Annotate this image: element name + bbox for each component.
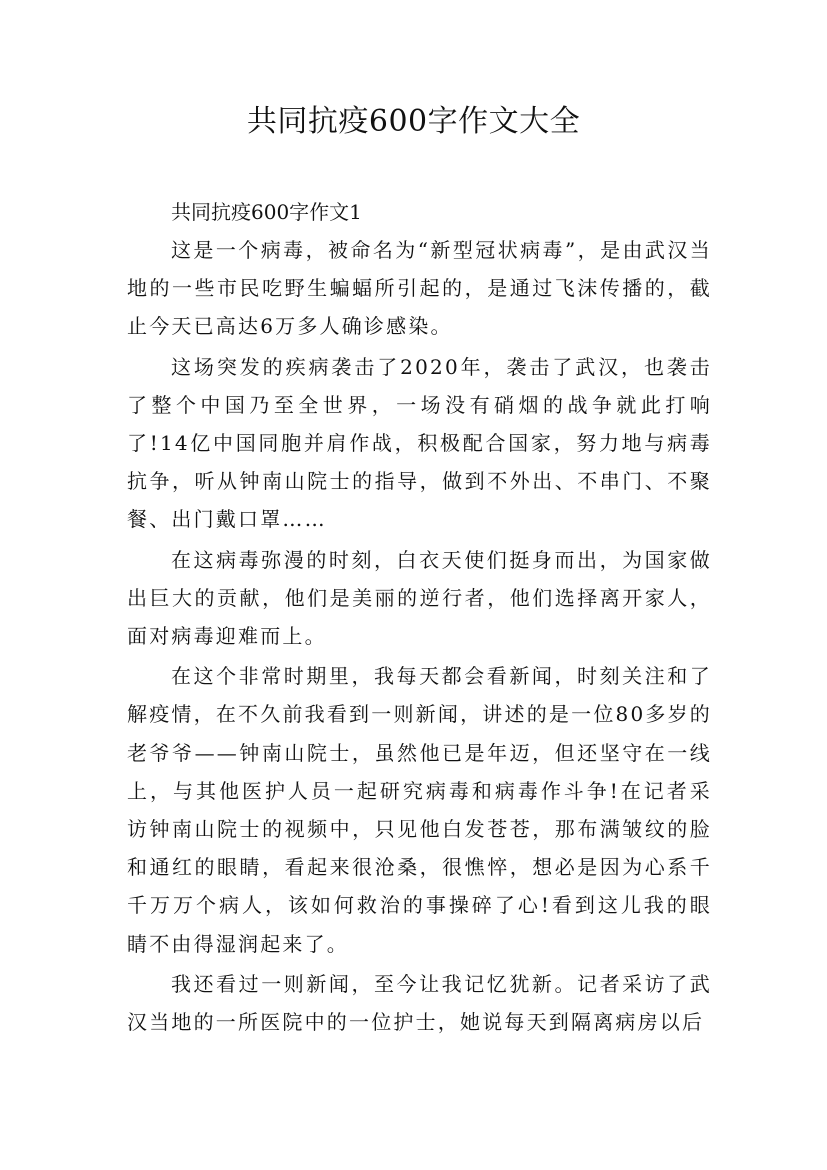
paragraph-4: 在这个非常时期里，我每天都会看新闻，时刻关注和了解疫情，在不久前我看到一则新闻，讲述的是一位80多岁的老爷爷——钟南山院士，虽然他已是年迈，但还坚守在一线上，与其他医护人员一起研究病毒和病毒作斗争!在记者采访钟南山院士的视频中，只见他白发苍苍，那布满皱纹的脸和通红的眼睛，看起来很沧桑，很憔悴，想必是因为心系千千万万个病人，该如何救治的事操碎了心!看到这儿我的眼睛不由得湿润起来了。 [127,664,712,956]
paragraph-3: 在这病毒弥漫的时刻，白衣天使们挺身而出，为国家做出巨大的贡献，他们是美丽的逆行者，他们选择离开家人，面对病毒迎难而上。 [127,547,712,649]
document-title: 共同抗疫600字作文大全 [246,104,581,139]
paragraph-5: 我还看过一则新闻，至今让我记忆犹新。记者采访了武汉当地的一所医院中的一位护士，她说每天到隔离病房以后 [127,971,712,1035]
document-body [127,193,712,1043]
section-heading: 共同抗疫600字作文1 [171,200,362,224]
paragraph-1: 这是一个病毒，被命名为“新型冠状病毒”，是由武汉当地的一些市民吃野生蝙蝠所引起的，是通过飞沫传播的，截止今天已高达6万多人确诊感染。 [127,238,712,339]
paragraph-2: 这场突发的疾病袭击了2020年，袭击了武汉，也袭击了整个中国乃至全世界，一场没有硝烟的战争就此打响了!14亿中国同胞并肩作战，积极配合国家，努力地与病毒抗争，听从钟南山院士的指导，做到不外出、不串门、不聚餐、出门戴口罩…… [127,354,712,532]
